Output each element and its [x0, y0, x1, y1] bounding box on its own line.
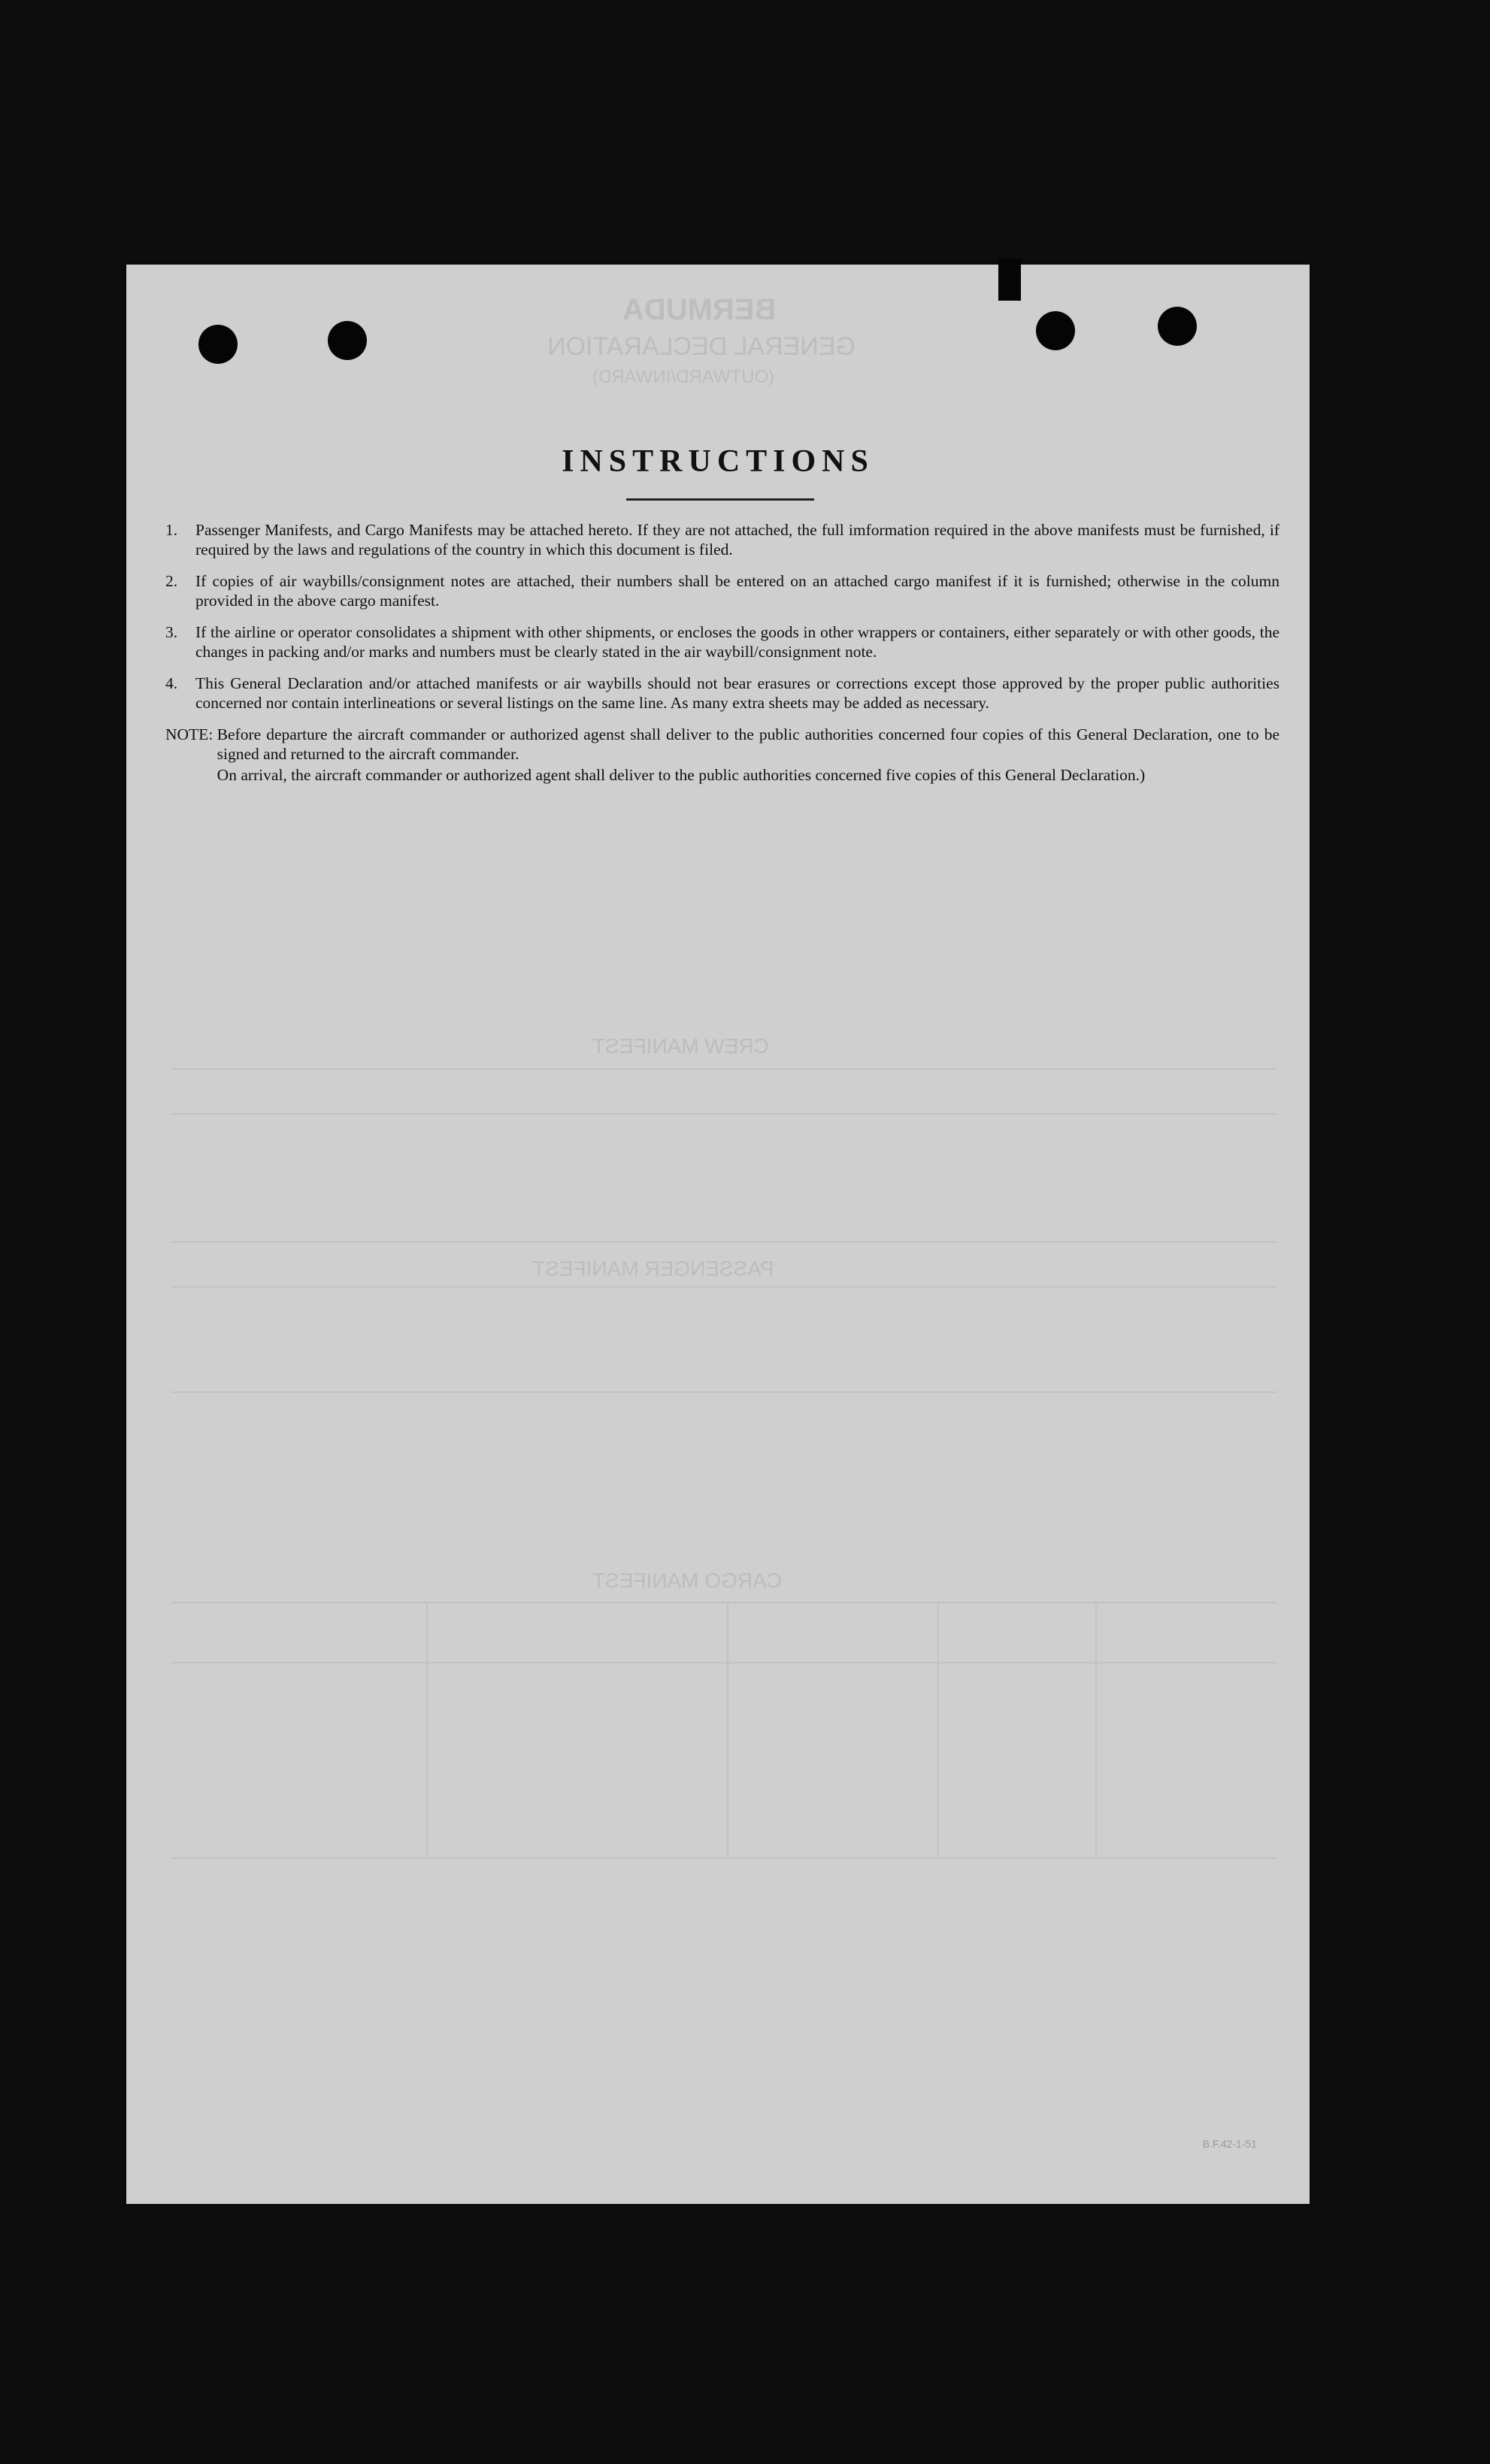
- show-through-direction: (OUTWARD/INWARD): [592, 367, 775, 387]
- note-paragraph: On arrival, the aircraft commander or authorized agent shall deliver to the public authorities concerned five copies of this General Declaration.): [217, 766, 1146, 784]
- note-paragraph: Before departure the aircraft commander or authorized agenst shall deliver to the public authorities concerned four copies of this General Declaration, one to be signed and returned to the aircraft commander.: [217, 725, 1280, 763]
- instruction-item: [165, 622, 1280, 661]
- instruction-item: [165, 674, 1280, 713]
- instruction-text: This General Declaration and/or attached manifests or air waybills should not bear erasures or corrections except those approved by the proper public authorities concerned nor contain interlineations or several listings on the same line. As many extra sheets may be added as necessary.: [195, 674, 1280, 712]
- note-label: NOTE:: [165, 725, 217, 743]
- form-code: B.F.42-1-51: [1202, 2138, 1257, 2150]
- instruction-number: 4.: [165, 674, 178, 692]
- instruction-text: If the airline or operator consolidates a shipment with other shipments, or encloses the goods in other wrappers or containers, either separately or with other goods, the changes in packing and/or marks and numbers must be clearly stated in the air waybill/consignment note.: [195, 623, 1280, 661]
- show-through-passenger: PASSENGER MANIFEST: [532, 1257, 774, 1280]
- instruction-number: 3.: [165, 623, 178, 641]
- instruction-item: [165, 571, 1280, 610]
- instruction-text: Passenger Manifests, and Cargo Manifests may be attached hereto. If they are not attached, the full imformation required in the above manifests must be furnished, if required by the laws and regulations of the country in which this document is filed.: [195, 521, 1280, 558]
- instruction-text: If copies of air waybills/consignment notes are attached, their numbers shall be entered on an attached cargo manifest if it is furnished; otherwise in the column provided in the above cargo manifest.: [195, 572, 1280, 610]
- show-through-heading: BERMUDA: [622, 293, 777, 326]
- page-title: INSTRUCTIONS: [562, 444, 874, 479]
- show-through-cargo: CARGO MANIFEST: [592, 1569, 783, 1592]
- instructions-list: [165, 520, 1280, 785]
- instruction-item: [165, 520, 1280, 559]
- instruction-number: 2.: [165, 572, 178, 590]
- document-sheet: [126, 265, 1310, 2204]
- note-block: [165, 725, 1280, 785]
- note-body: [217, 725, 1280, 785]
- show-through-subheading: GENERAL DECLARATION: [547, 332, 856, 361]
- show-through-crew: CREW MANIFEST: [592, 1034, 769, 1058]
- instruction-number: 1.: [165, 521, 178, 539]
- title-underline: [626, 498, 814, 501]
